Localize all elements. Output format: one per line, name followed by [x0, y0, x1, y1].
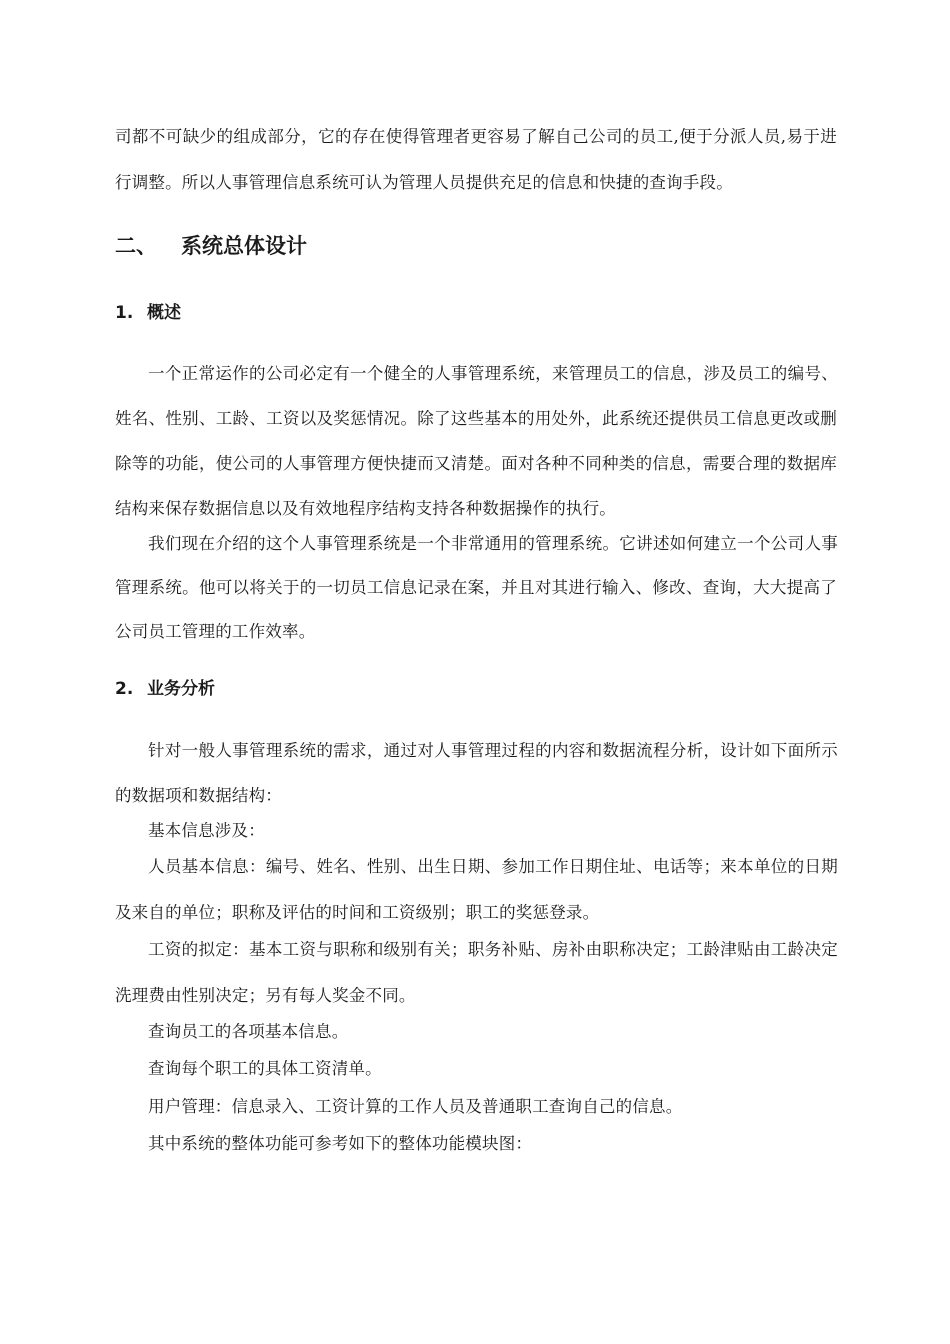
overview-para2-line-1: 我们现在介绍的这个人事管理系统是一个非常通用的管理系统。它讲述如何建立一个公司人事: [148, 534, 838, 553]
overview-para1-line-1: 一个正常运作的公司必定有一个健全的人事管理系统，来管理员工的信息，涉及员工的编号、: [148, 364, 838, 383]
intro-line-2: 行调整。所以人事管理信息系统可认为管理人员提供充足的信息和快捷的查询手段。: [115, 173, 733, 192]
personnel-line-2: 及来自的单位；职称及评估的时间和工资级别；职工的奖惩登录。: [115, 903, 600, 922]
query-basic-line: 查询员工的各项基本信息。: [148, 1022, 349, 1041]
analysis-title: 业务分析: [147, 679, 215, 699]
overview-para1-line-3: 除等的功能，使公司的人事管理方便快捷而又清楚。面对各种不同种类的信息，需要合理的数据库: [115, 454, 837, 473]
salary-line-2: 洗理费由性别决定；另有每人奖金不同。: [115, 986, 416, 1005]
section-heading: [115, 233, 307, 259]
user-mgmt-line: 用户管理：信息录入、工资计算的工作人员及普通职工查询自己的信息。: [148, 1097, 683, 1116]
query-salary-line: 查询每个职工的具体工资清单。: [148, 1059, 382, 1078]
overview-para2-line-2: 管理系统。他可以将关于的一切员工信息记录在案，并且对其进行输入、修改、查询，大大提高了: [115, 578, 837, 597]
personnel-line-1: 人员基本信息：编号、姓名、性别、出生日期、参加工作日期住址、电话等；来本单位的日期: [148, 857, 838, 876]
overview-heading: [115, 302, 181, 324]
overview-number: 1.: [115, 303, 134, 323]
overview-para2-line-3: 公司员工管理的工作效率。: [115, 622, 316, 641]
analysis-heading: [115, 678, 215, 700]
analysis-para1-line-2: 的数据项和数据结构：: [115, 786, 282, 805]
section-title: 系统总体设计: [181, 234, 307, 258]
section-number: 二、: [115, 234, 157, 258]
salary-line-1: 工资的拟定：基本工资与职称和级别有关；职务补贴、房补由职称决定；工龄津贴由工龄决定: [148, 940, 838, 959]
analysis-para1-line-1: 针对一般人事管理系统的需求，通过对人事管理过程的内容和数据流程分析，设计如下面所示: [148, 741, 838, 760]
basic-info-line: 基本信息涉及：: [148, 821, 265, 840]
analysis-number: 2.: [115, 679, 134, 699]
module-ref-line: 其中系统的整体功能可参考如下的整体功能模块图：: [148, 1134, 533, 1153]
overview-para1-line-4: 结构来保存数据信息以及有效地程序结构支持各种数据操作的执行。: [115, 499, 616, 518]
overview-title: 概述: [147, 303, 181, 323]
intro-line-1: 司都不可缺少的组成部分，它的存在使得管理者更容易了解自己公司的员工,便于分派人员,易于进: [115, 127, 837, 146]
overview-para1-line-2: 姓名、性别、工龄、工资以及奖惩情况。除了这些基本的用处外，此系统还提供员工信息更改或删: [115, 409, 837, 428]
